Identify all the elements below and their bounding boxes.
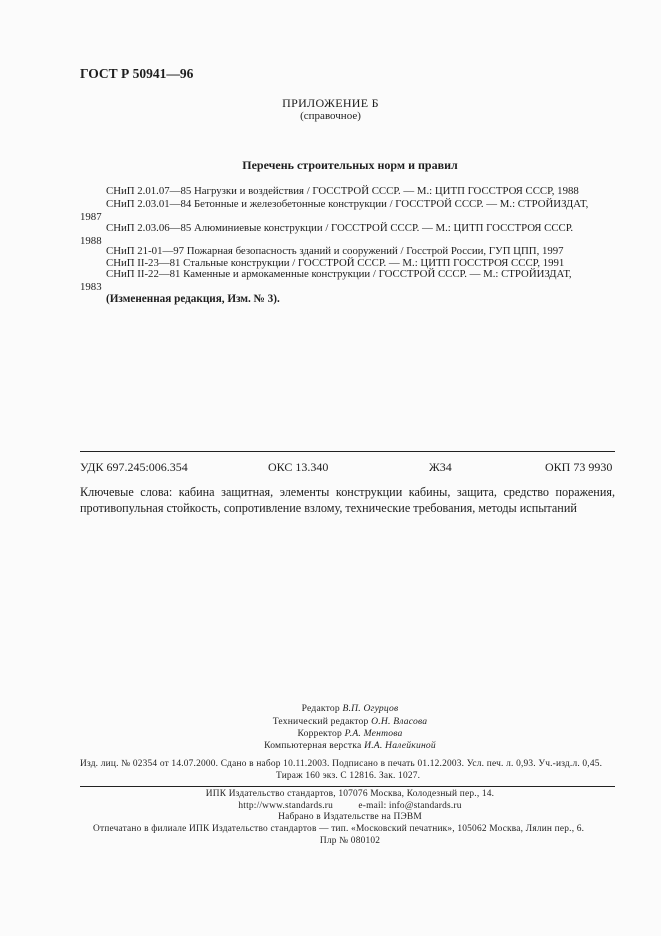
oks-code: ОКС 13.340 [268,460,329,474]
publisher-line: Набрано в Издательстве на ПЭВМ [278,812,422,822]
credit-role: Корректор [297,728,343,739]
list-title: Перечень строительных норм и правил [242,158,458,172]
printer-line: Отпечатано в филиале ИПК Издательство стандартов — тип. «Московский печатник», 105062 Москва, Лялин пер., 6. [93,824,585,834]
reference-year: 1987 [80,211,102,223]
amendment-note: (Измененная редакция, Изм. № 3). [106,293,280,305]
credit-name: Р.А. Ментова [344,728,403,739]
imprint-line: Изд. лиц. № 02354 от 14.07.2000. Сдано в набор 10.11.2003. Подписано в печать 01.12.2003. Усл. печ. л. 0,93. Уч.-изд.л. 0,45. [80,759,603,769]
credit-role: Компьютерная верстка [264,740,362,751]
reference-year: 1983 [80,281,102,293]
reference-item: СНиП 2.03.06—85 Алюминиевые конструкции / ГОССТРОЙ СССР. — М.: ЦИТП ГОССТРОЯ СССР. [106,222,574,234]
reference-item: СНиП 2.03.01—84 Бетонные и железобетонные конструкции / ГОССТРОЙ СССР. — М.: СТРОЙИЗДАТ, [106,198,589,210]
imprint-line: Тираж 160 экз. С 12816. Зак. 1027. [276,771,421,781]
appendix-title: ПРИЛОЖЕНИЕ Б [282,96,379,110]
reference-item: СНиП 2.01.07—85 Нагрузки и воздействия / ГОССТРОЙ СССР. — М.: ЦИТП ГОССТРОЯ СССР, 1988 [106,185,579,197]
credit-line [0,728,661,739]
udk-code: УДК 697.245:006.354 [80,460,188,474]
document-id: ГОСТ Р 50941—96 [80,66,194,81]
publisher-line: ИПК Издательство стандартов, 107076 Москва, Колодезный пер., 14. [205,789,495,799]
reference-item: СНиП II-23—81 Стальные конструкции / ГОССТРОЙ СССР. — М.: ЦИТП ГОССТРОЯ СССР, 1991 [106,257,565,269]
reference-item: СНиП 21-01—97 Пожарная безопасность зданий и сооружений / Госстрой России, ГУП ЦПП, 1997 [106,245,564,257]
divider [80,786,615,787]
reference-year: 1988 [80,235,102,247]
credit-name: В.П. Огурцов [342,703,399,714]
credit-line [0,703,661,714]
credit-name: И.А. Налейкиной [364,740,436,751]
reference-item: СНиП II-22—81 Каменные и армокаменные конструкции / ГОССТРОЙ СССР. — М.: СТРОЙИЗДАТ, [106,268,572,280]
credit-role: Технический редактор [272,716,369,727]
group-code: Ж34 [429,460,452,474]
okp-code: ОКП 73 9930 [545,460,613,474]
credit-role: Редактор [301,703,340,714]
credit-name: О.Н. Власова [371,716,428,727]
appendix-subtitle: (справочное) [300,110,361,122]
credit-line [0,740,661,751]
credit-line [0,716,661,727]
keywords: Ключевые слова: кабина защитная, элементы конструкции кабины, защита, средство поражения, противопульная стойкость, сопротивление взлому, технические требования, методы испытаний [80,485,615,515]
divider [80,451,615,452]
license-line: Плр № 080102 [319,836,381,846]
publisher-contacts: http://www.standards.ru e-mail: info@standards.ru [238,801,462,811]
